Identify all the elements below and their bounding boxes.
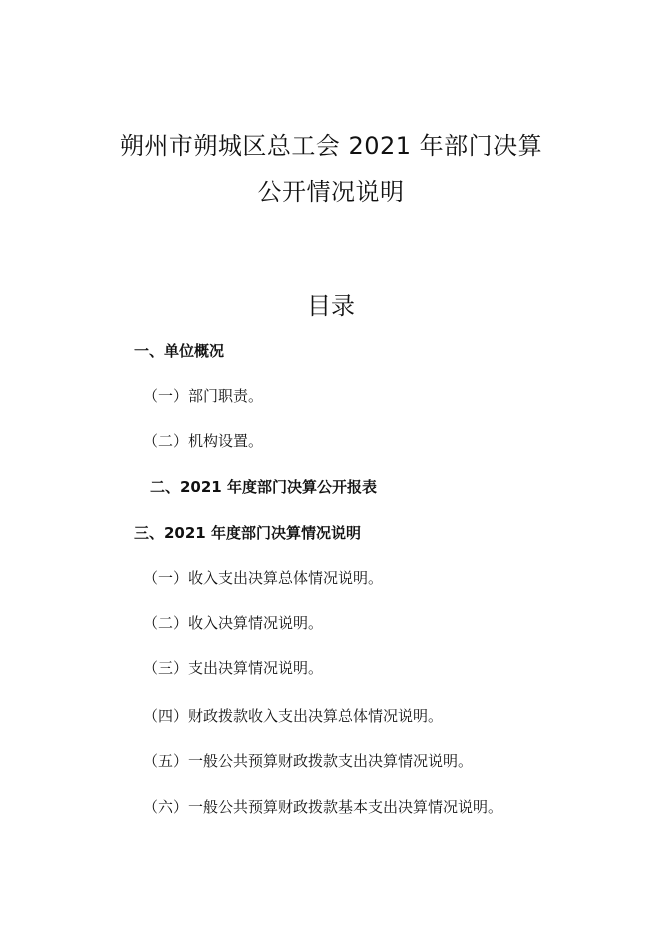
toc-section-2: 二、2021 年度部门决算公开报表	[150, 478, 377, 496]
toc-item: （五）一般公共预算财政拨款支出决算情况说明。	[143, 752, 474, 770]
toc-item: （一）收入支出决算总体情况说明。	[143, 569, 384, 587]
document-title-line1: 朔州市朔城区总工会 2021 年部门决算	[119, 132, 543, 160]
toc-item: （四）财政拨款收入支出决算总体情况说明。	[143, 707, 444, 725]
toc-item: （一）部门职责。	[143, 387, 264, 405]
toc-item: （三）支出决算情况说明。	[143, 659, 324, 677]
document-title-line2: 公开情况说明	[257, 178, 405, 206]
toc-item: （二）收入决算情况说明。	[143, 614, 324, 632]
toc-item: （六）一般公共预算财政拨款基本支出决算情况说明。	[143, 798, 504, 816]
toc-item: （二）机构设置。	[143, 432, 264, 450]
toc-heading: 目录	[307, 292, 355, 320]
toc-section-3: 三、2021 年度部门决算情况说明	[134, 524, 361, 542]
toc-section-1: 一、单位概况	[134, 342, 225, 360]
